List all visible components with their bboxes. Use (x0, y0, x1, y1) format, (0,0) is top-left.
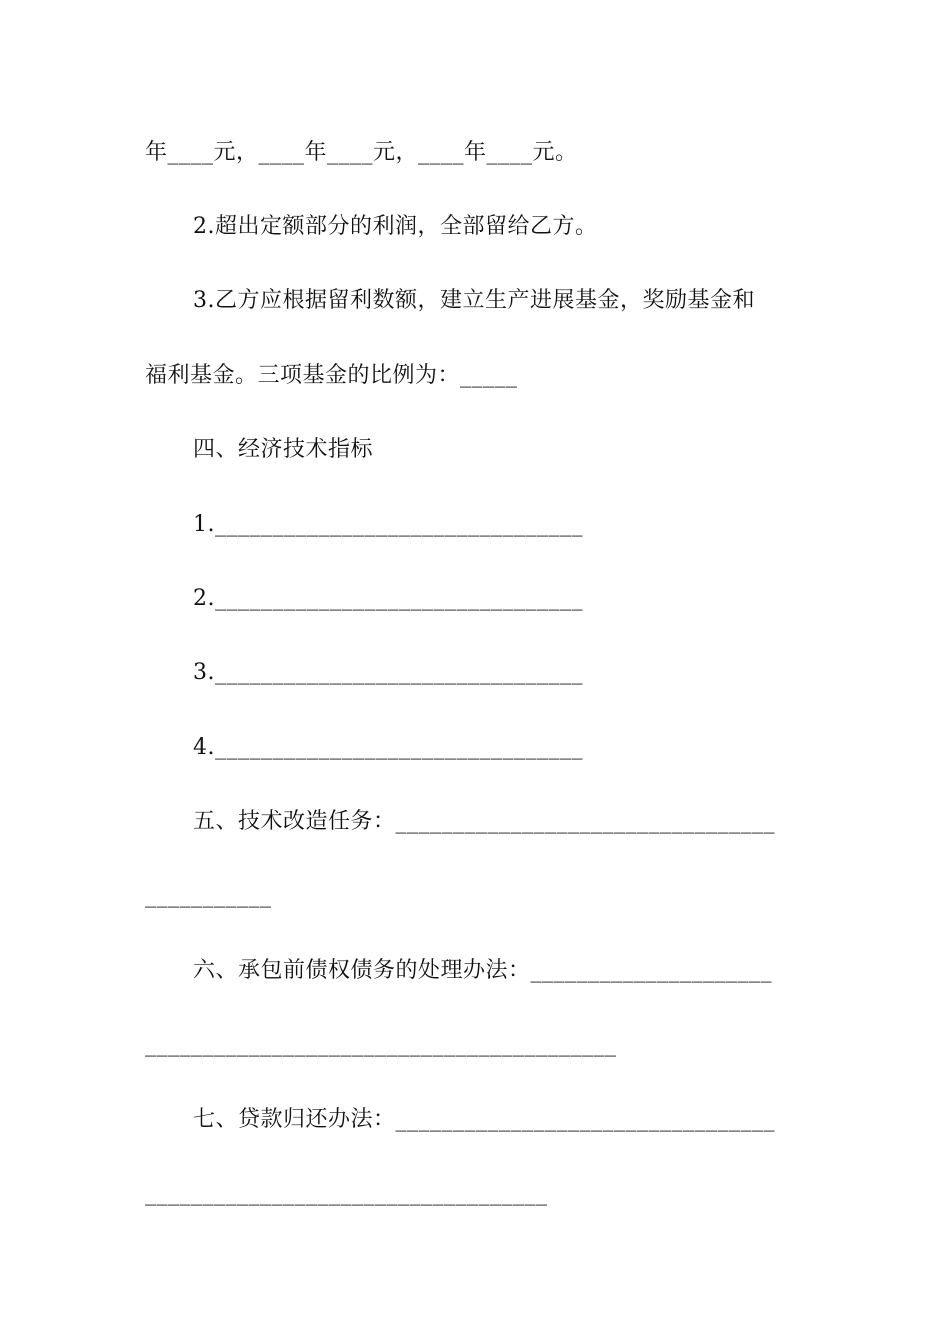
section-heading-loan-repayment: 七、贷款归还办法：_________________________________ (193, 1107, 776, 1132)
indicator-item: 3.________________________________ (193, 660, 583, 685)
loan-repayment-blank: ___________________________________ (145, 1181, 548, 1206)
indicator-item: 2.________________________________ (193, 586, 583, 611)
section-heading-debts: 六、承包前债权债务的处理办法：_____________________ (193, 958, 773, 983)
tech-renovation-blank: ___________ (145, 883, 272, 908)
clause-funds: 3.乙方应根据留利数额，建立生产进展基金，奖励基金和 (193, 288, 755, 313)
line-annual-amounts: 年____元，____年____元，____年____元。 (145, 140, 578, 165)
indicator-item: 4.________________________________ (193, 735, 583, 760)
clause-excess-profit: 2.超出定额部分的利润，全部留给乙方。 (193, 214, 598, 239)
indicator-item: 1.________________________________ (193, 512, 583, 537)
clause-funds-continued: 福利基金。三项基金的比例为：_____ (145, 363, 518, 388)
section-heading-indicators: 四、经济技术指标 (193, 437, 374, 462)
debts-blank: _________________________________________ (145, 1032, 617, 1057)
section-heading-tech-renovation: 五、技术改造任务：_________________________________ (193, 809, 776, 834)
